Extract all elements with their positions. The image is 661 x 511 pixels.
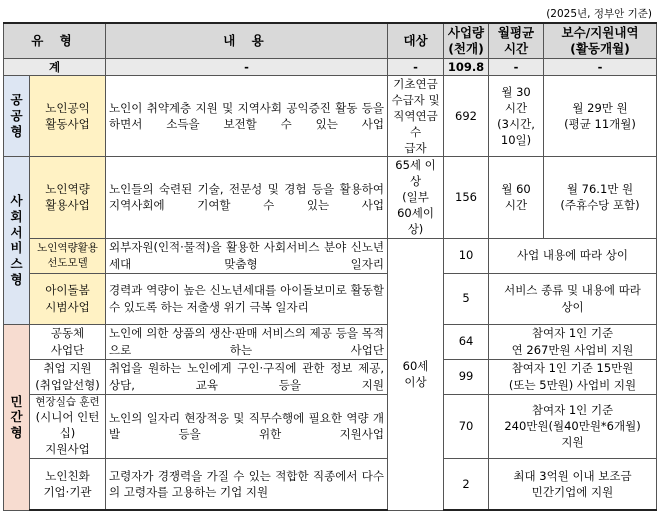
total-label: 계 (4, 58, 106, 75)
content-cell: 고령자가 경쟁력을 가질 수 있는 적합한 직종에서 다수의 고령자를 고용하는 기업 지원 (106, 458, 388, 510)
hours-cell: 월 30 시간 (3시간, 10일) (489, 75, 544, 156)
total-row (4, 58, 657, 75)
volume-cell: 156 (444, 157, 489, 238)
support-cell: 서비스 종류 및 내용에 따라 상이 (489, 273, 657, 324)
pay-cell: 월 29만 원 (평균 11개월) (544, 75, 657, 156)
target-cell: 65세 이상 (일부 60세이상) (388, 157, 444, 238)
support-cell: 참여자 1인 기준 15만원 (또는 5만원) 사업비 지원 (489, 359, 657, 394)
type-sub: (취업알선형) (35, 377, 100, 392)
total-hours: - (489, 58, 544, 75)
table-row (4, 75, 657, 156)
table-row (4, 157, 657, 238)
table-row (4, 324, 657, 359)
volume-cell: 2 (444, 458, 489, 510)
table-row (4, 238, 657, 273)
support-cell: 참여자 1인 기준 연 267만원 사업비 지원 (489, 324, 657, 359)
content-cell: 경력과 역량이 높은 신노년세대를 아이돌보미로 활동할 수 있도록 하는 저출생 위기 극복 일자리 (106, 273, 388, 324)
header-row (4, 23, 657, 58)
type-cell (30, 394, 106, 458)
shared-target-cell: 60세 이상 (388, 238, 444, 510)
category-private: 민 간 형 (4, 324, 30, 510)
type-cell: 노인공익 활동사업 (30, 75, 106, 156)
total-pay: - (544, 58, 657, 75)
pay-cell: 월 76.1만 원 (주휴수당 포함) (544, 157, 657, 238)
type-sub: (시니어 인턴십) (35, 410, 100, 441)
content-cell: 노인에 의한 상품의 생산·판매 서비스의 제공 등을 목적으로 하는 사업단 (106, 324, 388, 359)
header-hours: 월평균 시간 (489, 23, 544, 58)
hours-cell: 월 60 시간 (489, 157, 544, 238)
target-cell: 기초연금 수급자 및 직역연금수 급자 (388, 75, 444, 156)
content-cell: 외부자원(인적·물적)을 활용한 사회서비스 분야 신노년세대 맞춤형 일자리 (106, 238, 388, 273)
content-cell: 노인이 취약계층 지원 및 지역사회 공익증진 활동 등을 하면서 소득을 보전할 수 있는 사업 (106, 75, 388, 156)
support-cell: 사업 내용에 따라 상이 (489, 238, 657, 273)
content-cell: 노인들의 숙련된 기술, 전문성 및 경험 등을 활용하여 지역사회에 기여할 수 있는 사업 (106, 157, 388, 238)
total-volume: 109.8 (444, 58, 489, 75)
table-row (4, 458, 657, 510)
type-cell: 공동체 사업단 (30, 324, 106, 359)
basis-note: (2025년, 정부안 기준) (546, 8, 652, 20)
support-cell: 참여자 1인 기준 240만원(월40만원*6개월) 지원 (489, 394, 657, 458)
type-cell: 아이돌봄 시범사업 (30, 273, 106, 324)
header-volume: 사업량 (천개) (444, 23, 489, 58)
table-row (4, 359, 657, 394)
volume-cell: 99 (444, 359, 489, 394)
header-pay: 보수/지원내역 (활동개월) (544, 23, 657, 58)
type-main: 현장실습 훈련 (35, 395, 100, 408)
volume-cell: 70 (444, 394, 489, 458)
senior-job-program-table (3, 22, 657, 511)
volume-cell: 5 (444, 273, 489, 324)
table-row (4, 273, 657, 324)
type-main-2: 지원사업 (45, 442, 90, 457)
support-cell: 최대 3억원 이내 보조금 민간기업에 지원 (489, 458, 657, 510)
category-public: 공 공 형 (4, 75, 30, 156)
type-cell: 노인역량 활용사업 (30, 157, 106, 238)
content-cell: 노인의 일자리 현장적응 및 직무수행에 필요한 역량 개발 등을 위한 지원사업 (106, 394, 388, 458)
table-row (4, 394, 657, 458)
header-target: 대상 (388, 23, 444, 58)
volume-cell: 64 (444, 324, 489, 359)
header-content: 내 용 (106, 23, 388, 58)
volume-cell: 692 (444, 75, 489, 156)
type-main: 취업 지원 (43, 361, 92, 376)
header-type: 유 형 (4, 23, 106, 58)
type-cell (30, 359, 106, 394)
content-cell: 취업을 원하는 노인에게 구인·구직에 관한 정보 제공, 상담, 교육 등을 지원 (106, 359, 388, 394)
category-social-service: 사 회 서 비 스 형 (4, 157, 30, 324)
volume-cell: 10 (444, 238, 489, 273)
total-target: - (388, 58, 444, 75)
type-cell: 노인역량활용 선도모델 (30, 238, 106, 273)
type-cell: 노인친화 기업·기관 (30, 458, 106, 510)
total-content: - (106, 58, 388, 75)
